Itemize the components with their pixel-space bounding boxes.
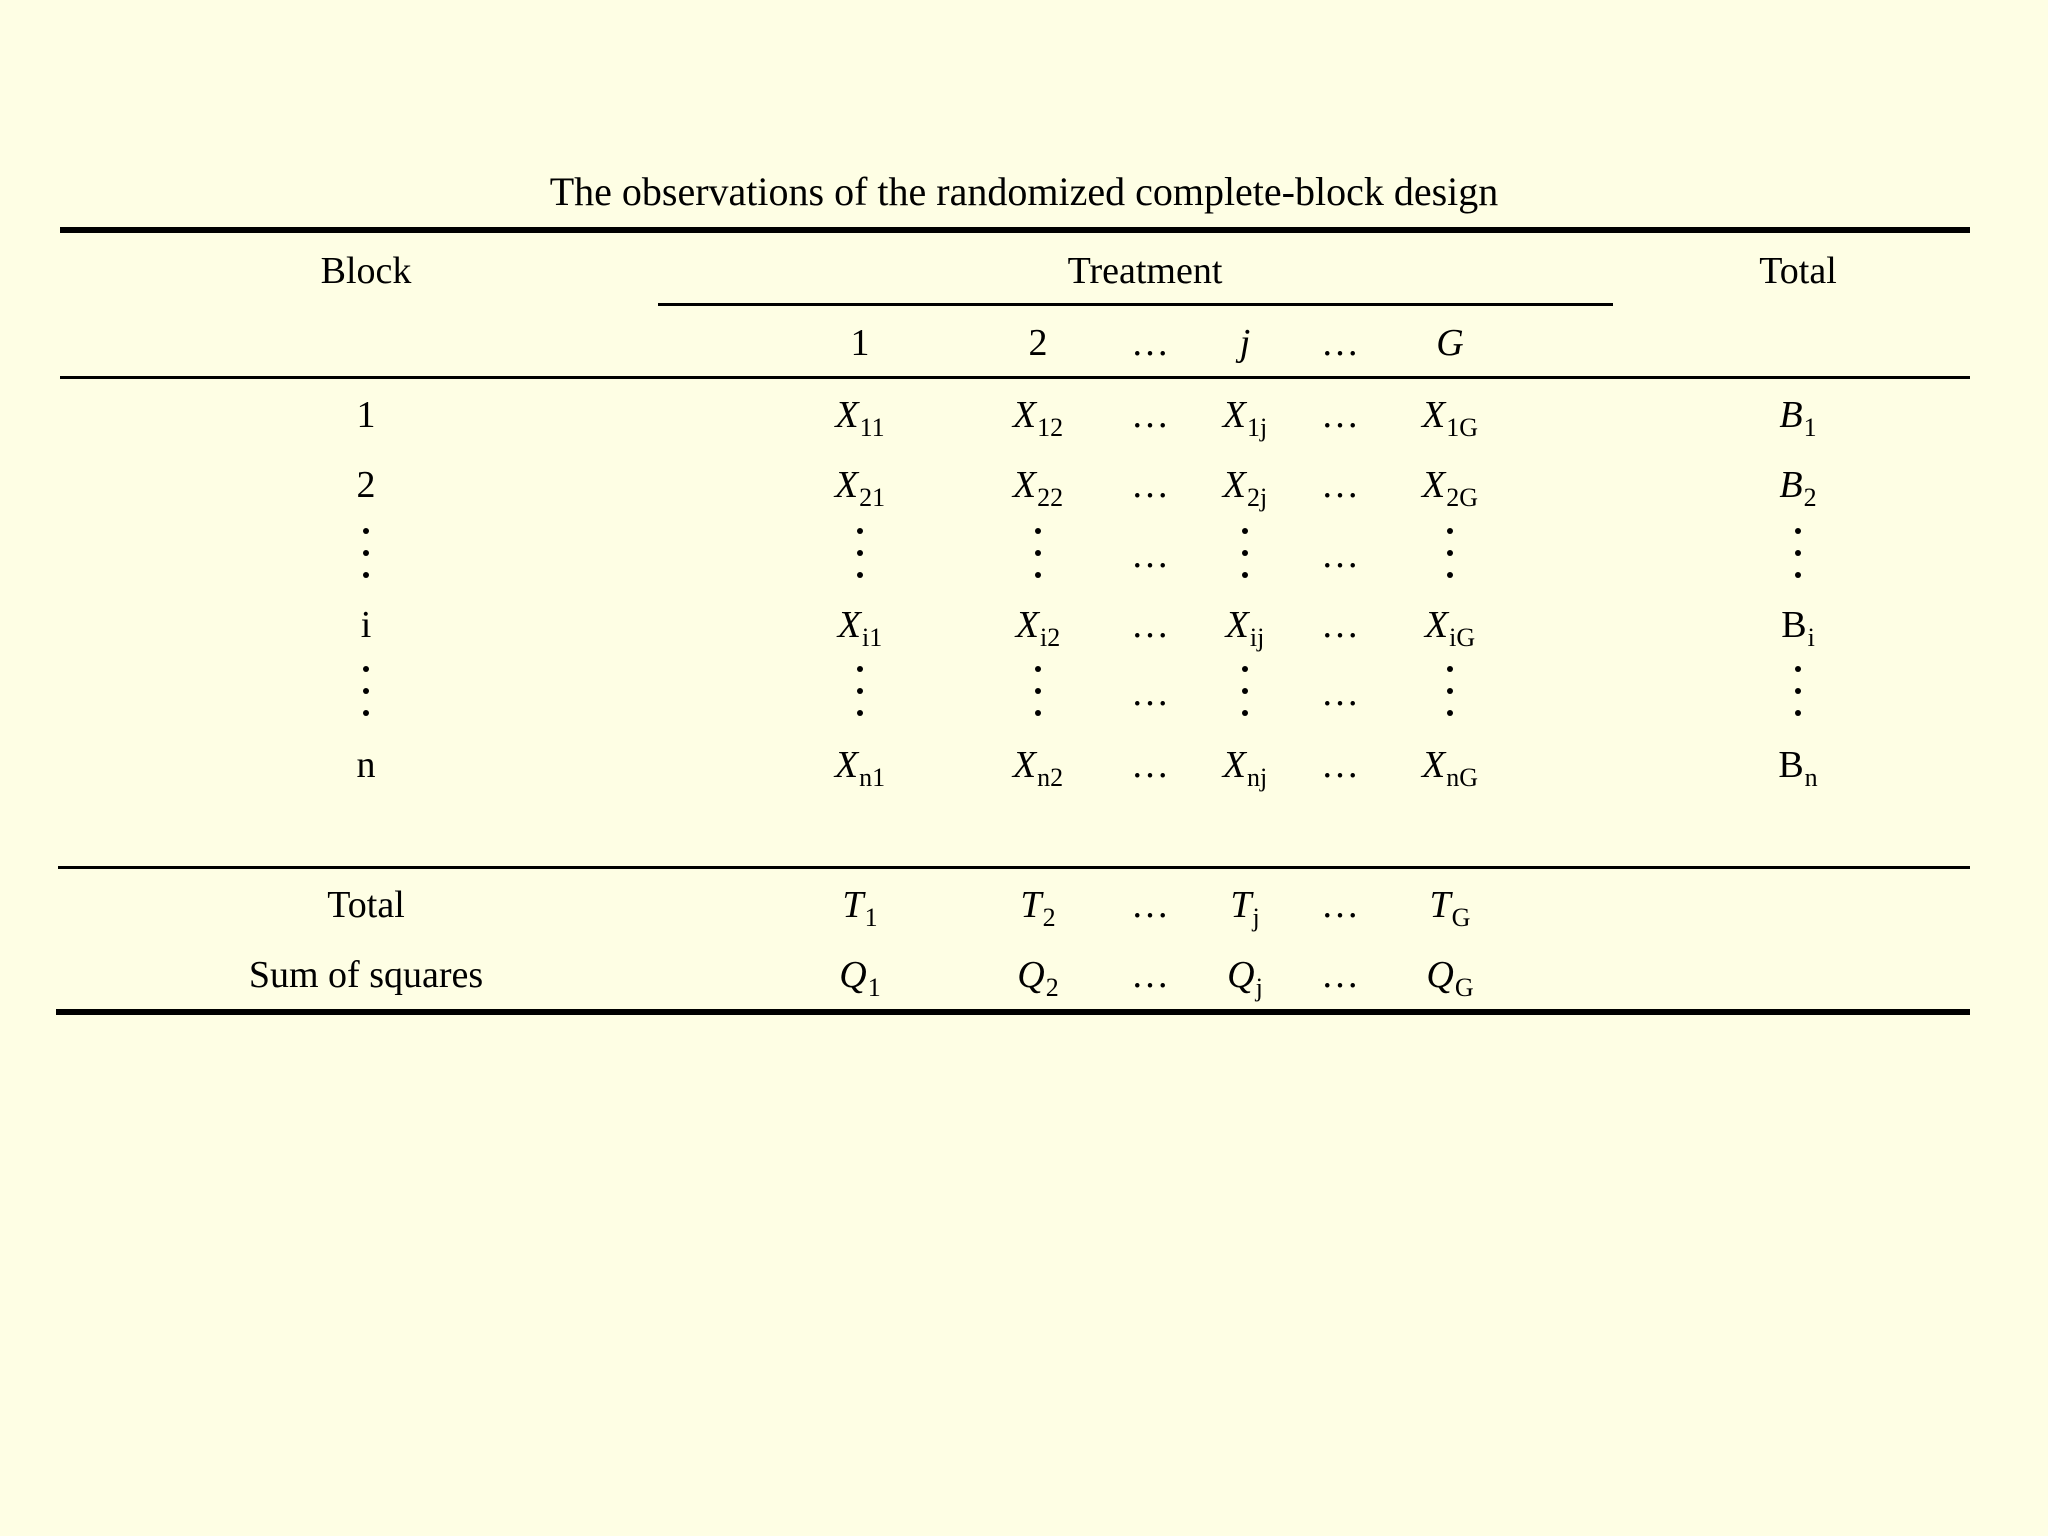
observation-cell [1131,462,1169,508]
observation-cell [1016,602,1060,652]
observation-cell-base: X [1015,604,1039,646]
footer-cell-base: … [1131,884,1169,926]
table-caption: The observations of the randomized complete-block design [549,169,1499,214]
footer-cell-subscript: j [1252,903,1260,932]
treatment-underline [658,303,1613,306]
footer-cell [839,952,880,1002]
observation-cell-subscript: nG [1446,763,1478,792]
observation-cell [1422,392,1478,442]
observation-cell [1321,742,1359,788]
footer-cell-subscript: 2 [1042,903,1056,932]
observation-cell-subscript: iG [1449,623,1476,652]
observation-cell-base: X [1424,604,1449,646]
observation-cell-base: … [1321,394,1359,436]
observation-cell [1422,462,1478,512]
block-total [1779,462,1816,512]
observation-cell-subscript: n2 [1037,763,1064,792]
observation-cell-base: … [1321,464,1359,506]
header-block: Block [320,250,412,292]
footer-cell [1321,952,1359,998]
footer-cell-base: T [1230,884,1252,926]
observation-cell-base: X [1422,744,1446,786]
observation-cell [835,742,885,792]
observation-cell-subscript: 22 [1037,483,1064,512]
observation-cell-base: X [1012,464,1037,506]
observation-cell-subscript: 1j [1246,413,1268,442]
observation-cell [1013,462,1063,512]
observation-cell-subscript: nj [1246,763,1268,792]
footer-cell-base: Q [839,954,867,996]
observation-cell-subscript: i2 [1039,623,1061,652]
vertical-ellipsis [362,666,370,716]
treatment-index-4-base: j [1239,322,1251,364]
footer-cell [1227,952,1263,1002]
observation-cell [1131,392,1169,438]
observation-cell-base: … [1321,604,1359,646]
treatment-index-2-base: 2 [1028,322,1048,364]
block-total-subscript: n [1804,763,1818,792]
treatment-index-6-base: G [1436,322,1464,364]
footer-label: Total [327,884,405,926]
treatment-index-3 [1131,320,1169,366]
observation-cell-subscript: 12 [1037,413,1064,442]
observation-cell-base: X [1422,464,1446,506]
top-rule [60,227,1970,233]
treatment-index-2 [1029,320,1048,366]
footer-cell-base: T [1429,884,1451,926]
footer-cell [1017,952,1058,1002]
footer-cell [1430,882,1471,932]
observation-cell [1422,742,1478,792]
block-total [1779,392,1816,442]
vertical-ellipsis [1794,666,1802,716]
observation-cell-base: X [1422,394,1446,436]
footer-cell-subscript: 1 [867,973,881,1002]
block-total-subscript: i [1807,623,1815,652]
observation-cell [1223,742,1267,792]
observation-cell-subscript: 11 [859,413,885,442]
footer-cell-base: Q [1017,954,1045,996]
block-label: i [360,604,372,646]
footer-cell-base: Q [1227,954,1255,996]
observation-cell-subscript: n1 [859,763,886,792]
observation-cell-base: X [834,744,859,786]
vertical-ellipsis [856,528,864,578]
observation-cell [838,602,882,652]
observation-cell-subscript: 2j [1246,483,1268,512]
header-rule [60,376,1970,379]
treatment-index-3-base: … [1131,322,1169,364]
observation-cell [1425,602,1475,652]
observation-cell [1131,602,1169,648]
observation-cell-subscript: ij [1249,623,1265,652]
treatment-index-6 [1436,320,1463,366]
vertical-ellipsis [1794,528,1802,578]
block-total-base: B [1779,464,1803,506]
observation-cell [1226,602,1265,652]
footer-cell [842,882,877,932]
observation-cell-base: X [1222,744,1246,786]
footer-cell-base: … [1131,954,1169,996]
block-label: 1 [356,394,376,436]
observation-cell-subscript: 2G [1446,483,1478,512]
footer-cell-base: T [1020,884,1042,926]
footer-cell-base: … [1321,884,1359,926]
observation-cell [835,392,884,442]
block-total [1781,602,1815,652]
observation-cell-subscript: i1 [861,623,883,652]
block-label: n [356,744,376,786]
footer-cell-base: … [1321,954,1359,996]
observation-cell-base: … [1131,604,1169,646]
footer-cell [1426,952,1473,1002]
horizontal-ellipsis: … [1321,672,1359,714]
block-total-subscript: 2 [1803,483,1817,512]
block-total-subscript: 1 [1803,413,1817,442]
observation-cell-base: X [834,464,859,506]
vertical-ellipsis [1446,666,1454,716]
observation-cell-base: X [1222,394,1246,436]
header-treatment: Treatment [1067,250,1223,292]
vertical-ellipsis [1034,666,1042,716]
treatment-index-4 [1240,320,1251,366]
vertical-ellipsis [856,666,864,716]
observation-cell [1223,392,1267,442]
block-label: 2 [356,464,376,506]
footer-cell-base: T [842,884,864,926]
observation-cell-base: X [835,394,859,436]
observation-cell [1013,742,1063,792]
treatment-index-1-base: 1 [850,322,870,364]
vertical-ellipsis [1241,666,1249,716]
observation-cell-base: X [1012,744,1037,786]
observation-cell-base: … [1321,744,1359,786]
block-total-base: B [1779,394,1803,436]
observation-cell [1013,392,1063,442]
horizontal-ellipsis: … [1131,672,1169,714]
observation-cell-base: X [837,604,861,646]
observation-cell [835,462,885,512]
block-total-base: B [1778,744,1804,786]
bottom-rule [56,1009,1970,1015]
observation-cell [1131,742,1169,788]
footer-label: Sum of squares [248,954,484,996]
footer-cell-base: Q [1426,954,1454,996]
footer-cell [1131,952,1169,998]
header-total: Total [1759,250,1837,292]
block-total-base: B [1781,604,1807,646]
observation-cell-base: X [1225,604,1249,646]
observation-cell-base: X [1222,464,1246,506]
vertical-ellipsis [362,528,370,578]
observation-cell-subscript: 21 [859,483,886,512]
observation-cell-base: … [1131,464,1169,506]
vertical-ellipsis [1034,528,1042,578]
horizontal-ellipsis: … [1321,534,1359,576]
observation-cell-base: … [1131,744,1169,786]
footer-cell-subscript: G [1454,973,1474,1002]
observation-cell [1321,392,1359,438]
horizontal-ellipsis: … [1131,534,1169,576]
observation-cell-base: … [1131,394,1169,436]
footer-cell [1131,882,1169,928]
vertical-ellipsis [1241,528,1249,578]
observation-cell-base: X [1012,394,1037,436]
observation-cell-subscript: 1G [1446,413,1478,442]
observation-cell [1321,462,1359,508]
footer-cell-subscript: G [1451,903,1471,932]
footer-cell-subscript: j [1255,973,1263,1002]
vertical-ellipsis [1446,528,1454,578]
treatment-index-5 [1321,320,1359,366]
treatment-index-1 [851,320,870,366]
footer-cell-subscript: 2 [1045,973,1059,1002]
footer-cell [1230,882,1259,932]
observation-cell [1321,602,1359,648]
footer-cell [1321,882,1359,928]
footer-cell [1020,882,1055,932]
block-total [1778,742,1817,792]
footer-cell-subscript: 1 [864,903,878,932]
treatment-index-5-base: … [1321,322,1359,364]
observation-cell [1223,462,1267,512]
footer-rule [58,866,1970,869]
